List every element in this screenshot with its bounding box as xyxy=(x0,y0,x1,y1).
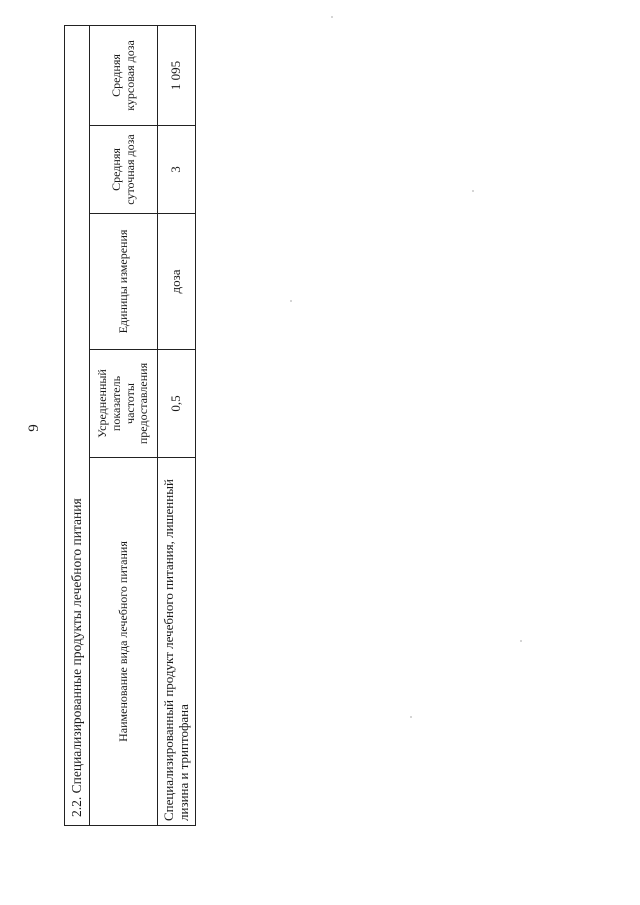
section-title-cell xyxy=(65,25,90,825)
dose-table xyxy=(64,25,196,826)
header-name: Наименование вида лечебного питания xyxy=(90,458,158,826)
header-daily-dose: Средняя суточная доза xyxy=(90,126,158,214)
scan-speck xyxy=(331,16,333,18)
section-title: Специализированные продукты лечебного питания xyxy=(69,498,85,794)
scan-speck xyxy=(520,640,522,642)
header-avg-frequency: Усредненный показатель частоты предоставления xyxy=(90,350,158,458)
rotated-table-container xyxy=(64,26,196,826)
row-units: доза xyxy=(158,214,196,350)
header-row xyxy=(90,25,158,825)
scan-speck xyxy=(410,716,412,718)
table-wrapper xyxy=(64,26,196,826)
scan-speck xyxy=(290,300,292,302)
header-course-dose: Средняя курсовая доза xyxy=(90,25,158,125)
section-number: 2.2. xyxy=(69,796,85,817)
section-row xyxy=(65,25,90,825)
scan-speck xyxy=(472,190,474,192)
row-course-dose: 1 095 xyxy=(158,25,196,125)
row-avg-frequency: 0,5 xyxy=(158,350,196,458)
row-name: Специализированный продукт лечебного питания, лишенный лизина и триптофана xyxy=(158,458,196,826)
row-daily-dose: 3 xyxy=(158,126,196,214)
page-number: 9 xyxy=(26,424,42,432)
table-row xyxy=(158,25,196,825)
header-units: Единицы измерения xyxy=(90,214,158,350)
